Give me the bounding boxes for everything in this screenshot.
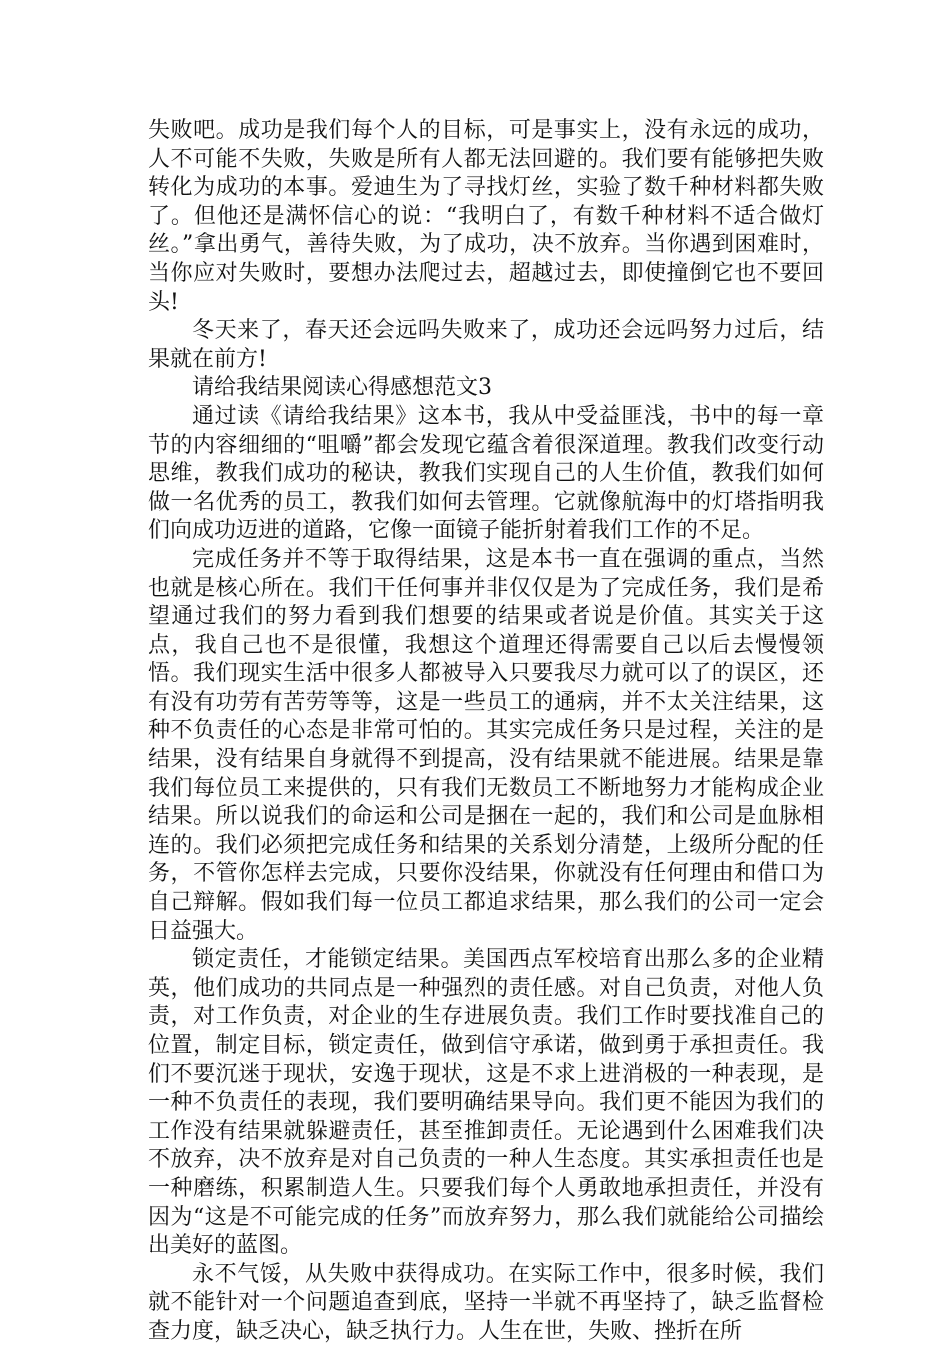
paragraph-intro: 通过读《请给我结果》这本书，我从中受益匪浅，书中的每一章节的内容细细的“咀嚼”都会发现它蕴含着很深道理。教我们改变行动思维，教我们成功的秘诀，教我们实现自己的人生价值，教我们如何做一名优秀的员工，教我们如何去管理。它就像航海中的灯塔指明我们向成功迈进的道路，它像一面镜子能折射着我们工作的不足。	[148, 403, 824, 544]
document-page	[148, 117, 824, 1347]
section-heading: 请给我结果阅读心得感想范文3	[192, 375, 492, 401]
paragraph-task-vs-result: 完成任务并不等于取得结果，这是本书一直在强调的重点，当然也就是核心所在。我们干任何事并非仅仅是为了完成任务，我们是希望通过我们的努力看到我们想要的结果或者说是价值。其实关于这点，我自己也不是很懂，我想这个道理还得需要自己以后去慢慢领悟。我们现实生活中很多人都被导入只要我尽力就可以了的误区，还有没有功劳有苦劳等等，这是一些员工的通病，并不太关注结果，这种不负责任的心态是非常可怕的。其实完成任务只是过程，关注的是结果，没有结果自身就得不到提高，没有结果就不能进展。结果是靠我们每位员工来提供的，只有我们无数员工不断地努力才能构成企业结果。所以说我们的命运和公司是捆在一起的，我们和公司是血脉相连的。我们必须把完成任务和结果的关系划分清楚，上级所分配的任务，不管你怎样去完成，只要你没结果，你就没有任何理由和借口为自己辩解。假如我们每一位员工都追求结果，那么我们的公司一定会日益强大。	[148, 546, 824, 944]
paragraph-continuation: 失败吧。成功是我们每个人的目标，可是事实上，没有永远的成功，人不可能不失败，失败是所有人都无法回避的。我们要有能够把失败转化为成功的本事。爱迪生为了寻找灯丝，实验了数千种材料都失败了。但他还是满怀信心的说：“我明白了，有数千种材料不适合做灯丝。”拿出勇气，善待失败，为了成功，决不放弃。当你遇到困难时，当你应对失败时，要想办法爬过去，超越过去，即使撞倒它也不要回头!	[148, 118, 824, 315]
paragraph-responsibility: 锁定责任，才能锁定结果。美国西点军校培育出那么多的企业精英，他们成功的共同点是一种强烈的责任感。对自己负责，对他人负责，对工作负责，对企业的生存进展负责。我们工作时要找准自己的位置，制定目标，锁定责任，做到信守承诺，做到勇于承担责任。我们不要沉迷于现状，安逸于现状，这是不求上进消极的一种表现，是一种不负责任的表现，我们要明确结果导向。我们更不能因为我们的工作没有结果就躲避责任，甚至推卸责任。无论遇到什么困难我们决不放弃，决不放弃是对自己负责的一种人生态度。其实承担责任也是一种磨练，积累制造人生。只要我们每个人勇敢地承担责任，并没有因为“这是不可能完成的任务”而放弃努力，那么我们就能给公司描绘出美好的蓝图。	[148, 947, 824, 1259]
paragraph-winter-spring: 冬天来了，春天还会远吗失败来了，成功还会远吗努力过后，结果就在前方!	[148, 318, 824, 372]
paragraph-never-give-up: 永不气馁，从失败中获得成功。在实际工作中，很多时候，我们就不能针对一个问题追查到底，坚持一半就不再坚持了，缺乏监督检查力度，缺乏决心，缺乏执行力。人生在世，失败、挫折在所	[148, 1261, 824, 1344]
